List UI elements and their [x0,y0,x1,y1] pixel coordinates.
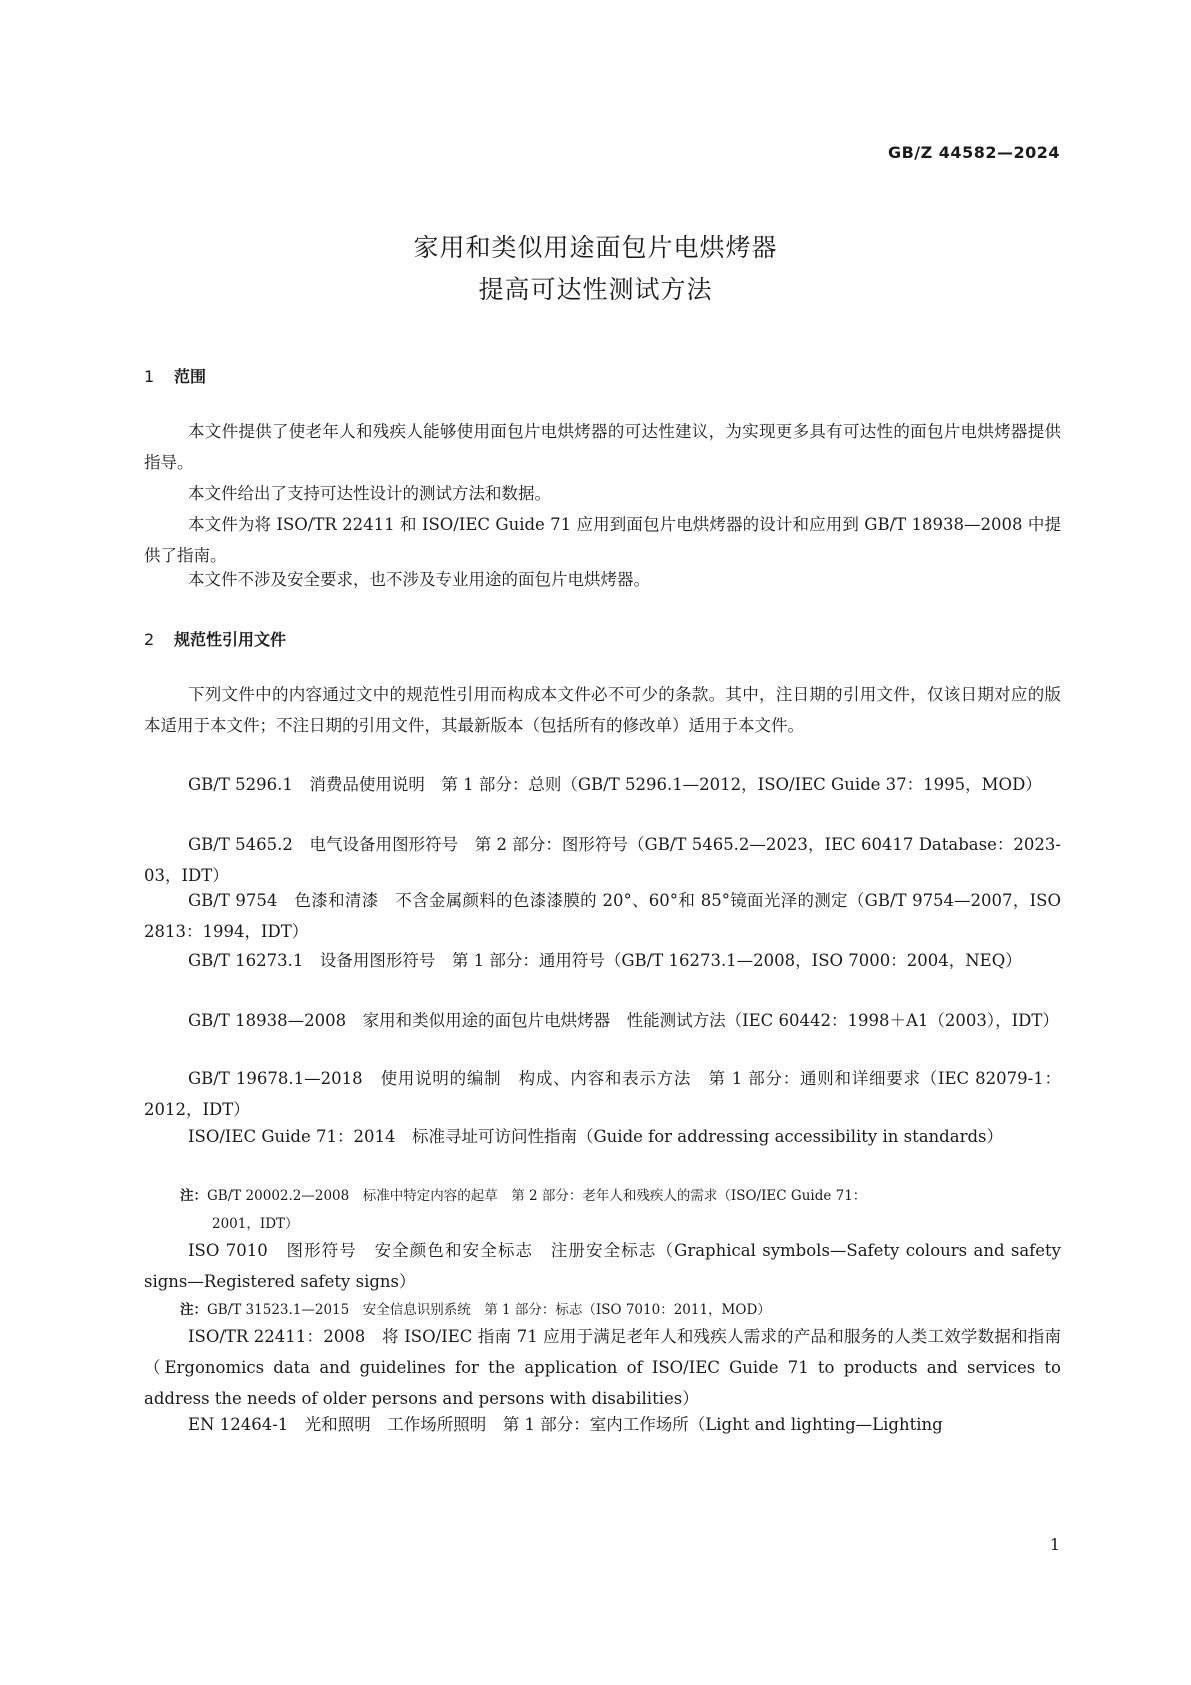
standard-number: GB/Z 44582—2024 [887,143,1060,162]
section-2-heading [144,627,286,650]
reference-gbt5465-2: GB/T 5465.2 电气设备用图形符号 第 2 部分：图形符号（GB/T 5465.2—2023，IEC 60417 Database：2023-03，IDT） [144,835,1061,885]
section-1-paragraph-4: 本文件不涉及安全要求，也不涉及专业用途的面包片电烘烤器。 [188,570,650,589]
section-2-title: 规范性引用文件 [174,630,287,649]
note-2-text: GB/T 31523.1—2015 安全信息识别系统 第 1 部分：标志（ISO 7010：2011，MOD） [207,1302,771,1318]
note-2-label: 注： [180,1302,207,1318]
reference-gbt18938: GB/T 18938—2008 家用和类似用途的面包片电烘烤器 性能测试方法（IEC 60442：1998＋A1（2003），IDT） [188,1011,1059,1030]
section-2-number: 2 [144,630,155,649]
section-1-paragraph-3: 本文件为将 ISO/TR 22411 和 ISO/IEC Guide 71 应用到面包片电烘烤器的设计和应用到 GB/T 18938—2008 中提供了指南。 [144,515,1061,565]
reference-gbt19678-1: GB/T 19678.1—2018 使用说明的编制 构成、内容和表示方法 第 1 部分：通则和详细要求（IEC 82079-1：2012，IDT） [144,1069,1061,1119]
reference-iso-tr-22411: ISO/TR 22411：2008 将 ISO/IEC 指南 71 应用于满足老年人和残疾人需求的产品和服务的人类工效学数据和指南（Ergonomics data and guidelines for the application of ISO/IEC Guide 71 to products and services to address the needs of older persons and persons with disabilities） [144,1327,1061,1408]
reference-iso-iec-guide-71: ISO/IEC Guide 71：2014 标准寻址可访问性指南（Guide for addressing accessibility in standards） [188,1127,1003,1146]
note-1-text: GB/T 20002.2—2008 标准中特定内容的起草 第 2 部分：老年人和残疾人的需求（ISO/IEC Guide 71： [207,1188,867,1204]
reference-gbt9754: GB/T 9754 色漆和清漆 不含金属颜料的色漆漆膜的 20°、60°和 85°镜面光泽的测定（GB/T 9754—2007，ISO 2813：1994，IDT） [144,891,1061,941]
note-1 [180,1181,1060,1239]
page-number: 1 [1049,1535,1060,1554]
reference-iso-7010: ISO 7010 图形符号 安全颜色和安全标志 注册安全标志（Graphical symbols—Safety colours and safety signs—Registered safety signs） [144,1241,1061,1291]
document-title-line1: 家用和类似用途面包片电烘烤器 [413,233,778,262]
section-1-paragraph-1: 本文件提供了使老年人和残疾人能够使用面包片电烘烤器的可达性建议，为实现更多具有可达性的面包片电烘烤器提供指导。 [144,422,1061,472]
note-1-label: 注： [180,1188,207,1204]
section-2-intro: 下列文件中的内容通过文中的规范性引用而构成本文件必不可少的条款。其中，注日期的引用文件，仅该日期对应的版本适用于本文件；不注日期的引用文件，其最新版本（包括所有的修改单）适用于本文件。 [144,685,1061,735]
section-1-number: 1 [144,367,155,386]
section-1-title: 范围 [174,367,207,386]
reference-gbt16273-1: GB/T 16273.1 设备用图形符号 第 1 部分：通用符号（GB/T 16273.1—2008，ISO 7000：2004，NEQ） [188,951,1022,970]
document-title-line2: 提高可达性测试方法 [478,275,713,304]
section-1-paragraph-2: 本文件给出了支持可达性设计的测试方法和数据。 [188,484,551,503]
reference-gbt5296-1: GB/T 5296.1 消费品使用说明 第 1 部分：总则（GB/T 5296.1—2012，ISO/IEC Guide 37：1995，MOD） [188,775,1042,794]
section-1-heading [144,364,206,387]
note-1-continuation: 2001，IDT） [212,1216,299,1232]
reference-en-12464-1: EN 12464-1 光和照明 工作场所照明 第 1 部分：室内工作场所（Light and lighting—Lighting [188,1415,943,1434]
